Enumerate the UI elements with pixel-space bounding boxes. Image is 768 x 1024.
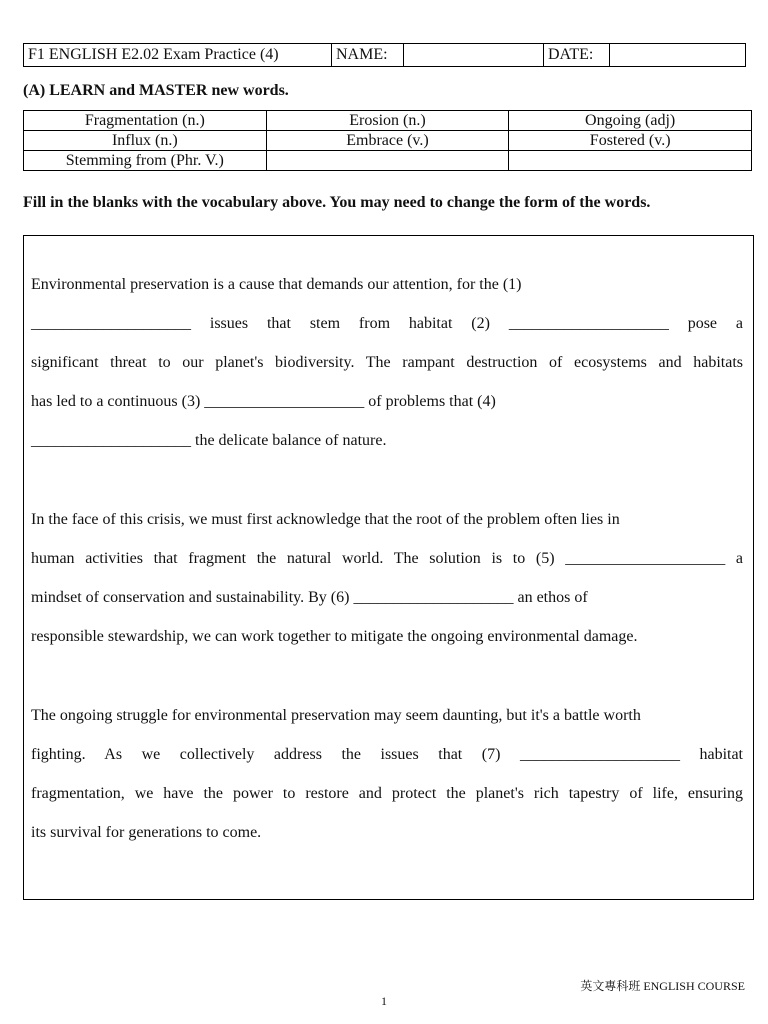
vocab-cell: Fostered (v.)	[509, 131, 752, 151]
vocab-table	[23, 110, 752, 171]
header-table	[23, 43, 746, 67]
passage-line: its survival for generations to come.	[31, 824, 262, 841]
vocab-cell: Influx (n.)	[24, 131, 267, 151]
vocab-row	[24, 111, 752, 131]
vocab-cell: Embrace (v.)	[266, 131, 509, 151]
date-label: DATE:	[544, 44, 610, 67]
passage-line: Environmental preservation is a cause that demands our attention, for the (1)	[31, 276, 522, 293]
date-field[interactable]	[610, 44, 746, 67]
vocab-row	[24, 151, 752, 171]
vocab-row	[24, 131, 752, 151]
name-field[interactable]	[404, 44, 544, 67]
paragraph-2	[31, 509, 743, 665]
vocab-cell: Ongoing (adj)	[509, 111, 752, 131]
vocab-cell	[266, 151, 509, 171]
paragraph-1	[31, 274, 743, 469]
passage-box	[23, 235, 754, 900]
passage-line: fighting. As we collectively address the issues that (7) ____________________ habitat	[31, 746, 743, 763]
section-a-title: (A) LEARN and MASTER new words.	[23, 82, 289, 99]
passage-line: human activities that fragment the natural world. The solution is to (5) ____________________ a	[31, 550, 743, 567]
passage-line: fragmentation, we have the power to restore and protect the planet's rich tapestry of life, ensuring	[31, 785, 743, 802]
vocab-cell: Fragmentation (n.)	[24, 111, 267, 131]
passage-line: mindset of conservation and sustainability. By (6) ____________________ an ethos of	[31, 589, 588, 606]
passage-line: ____________________ the delicate balance of nature.	[31, 432, 387, 449]
passage-line: In the face of this crisis, we must first acknowledge that the root of the problem often lies in	[31, 511, 620, 528]
instruction-text: Fill in the blanks with the vocabulary above. You may need to change the form of the words.	[23, 194, 651, 211]
page-number: 1	[381, 994, 387, 1008]
vocab-cell: Stemming from (Phr. V.)	[24, 151, 267, 171]
footer-course-label: 英文專科班 ENGLISH COURSE	[580, 979, 745, 993]
passage-line: responsible stewardship, we can work together to mitigate the ongoing environmental damage.	[31, 628, 638, 645]
passage-line: The ongoing struggle for environmental preservation may seem daunting, but it's a battle worth	[31, 707, 641, 724]
worksheet-title: F1 ENGLISH E2.02 Exam Practice (4)	[24, 44, 332, 67]
vocab-cell: Erosion (n.)	[266, 111, 509, 131]
name-label: NAME:	[332, 44, 404, 67]
passage-line: significant threat to our planet's biodiversity. The rampant destruction of ecosystems and habitats	[31, 354, 743, 371]
passage-line: has led to a continuous (3) ____________________ of problems that (4)	[31, 393, 496, 410]
paragraph-3	[31, 705, 743, 861]
passage-line: ____________________ issues that stem from habitat (2) ____________________ pose a	[31, 315, 743, 332]
vocab-cell	[509, 151, 752, 171]
